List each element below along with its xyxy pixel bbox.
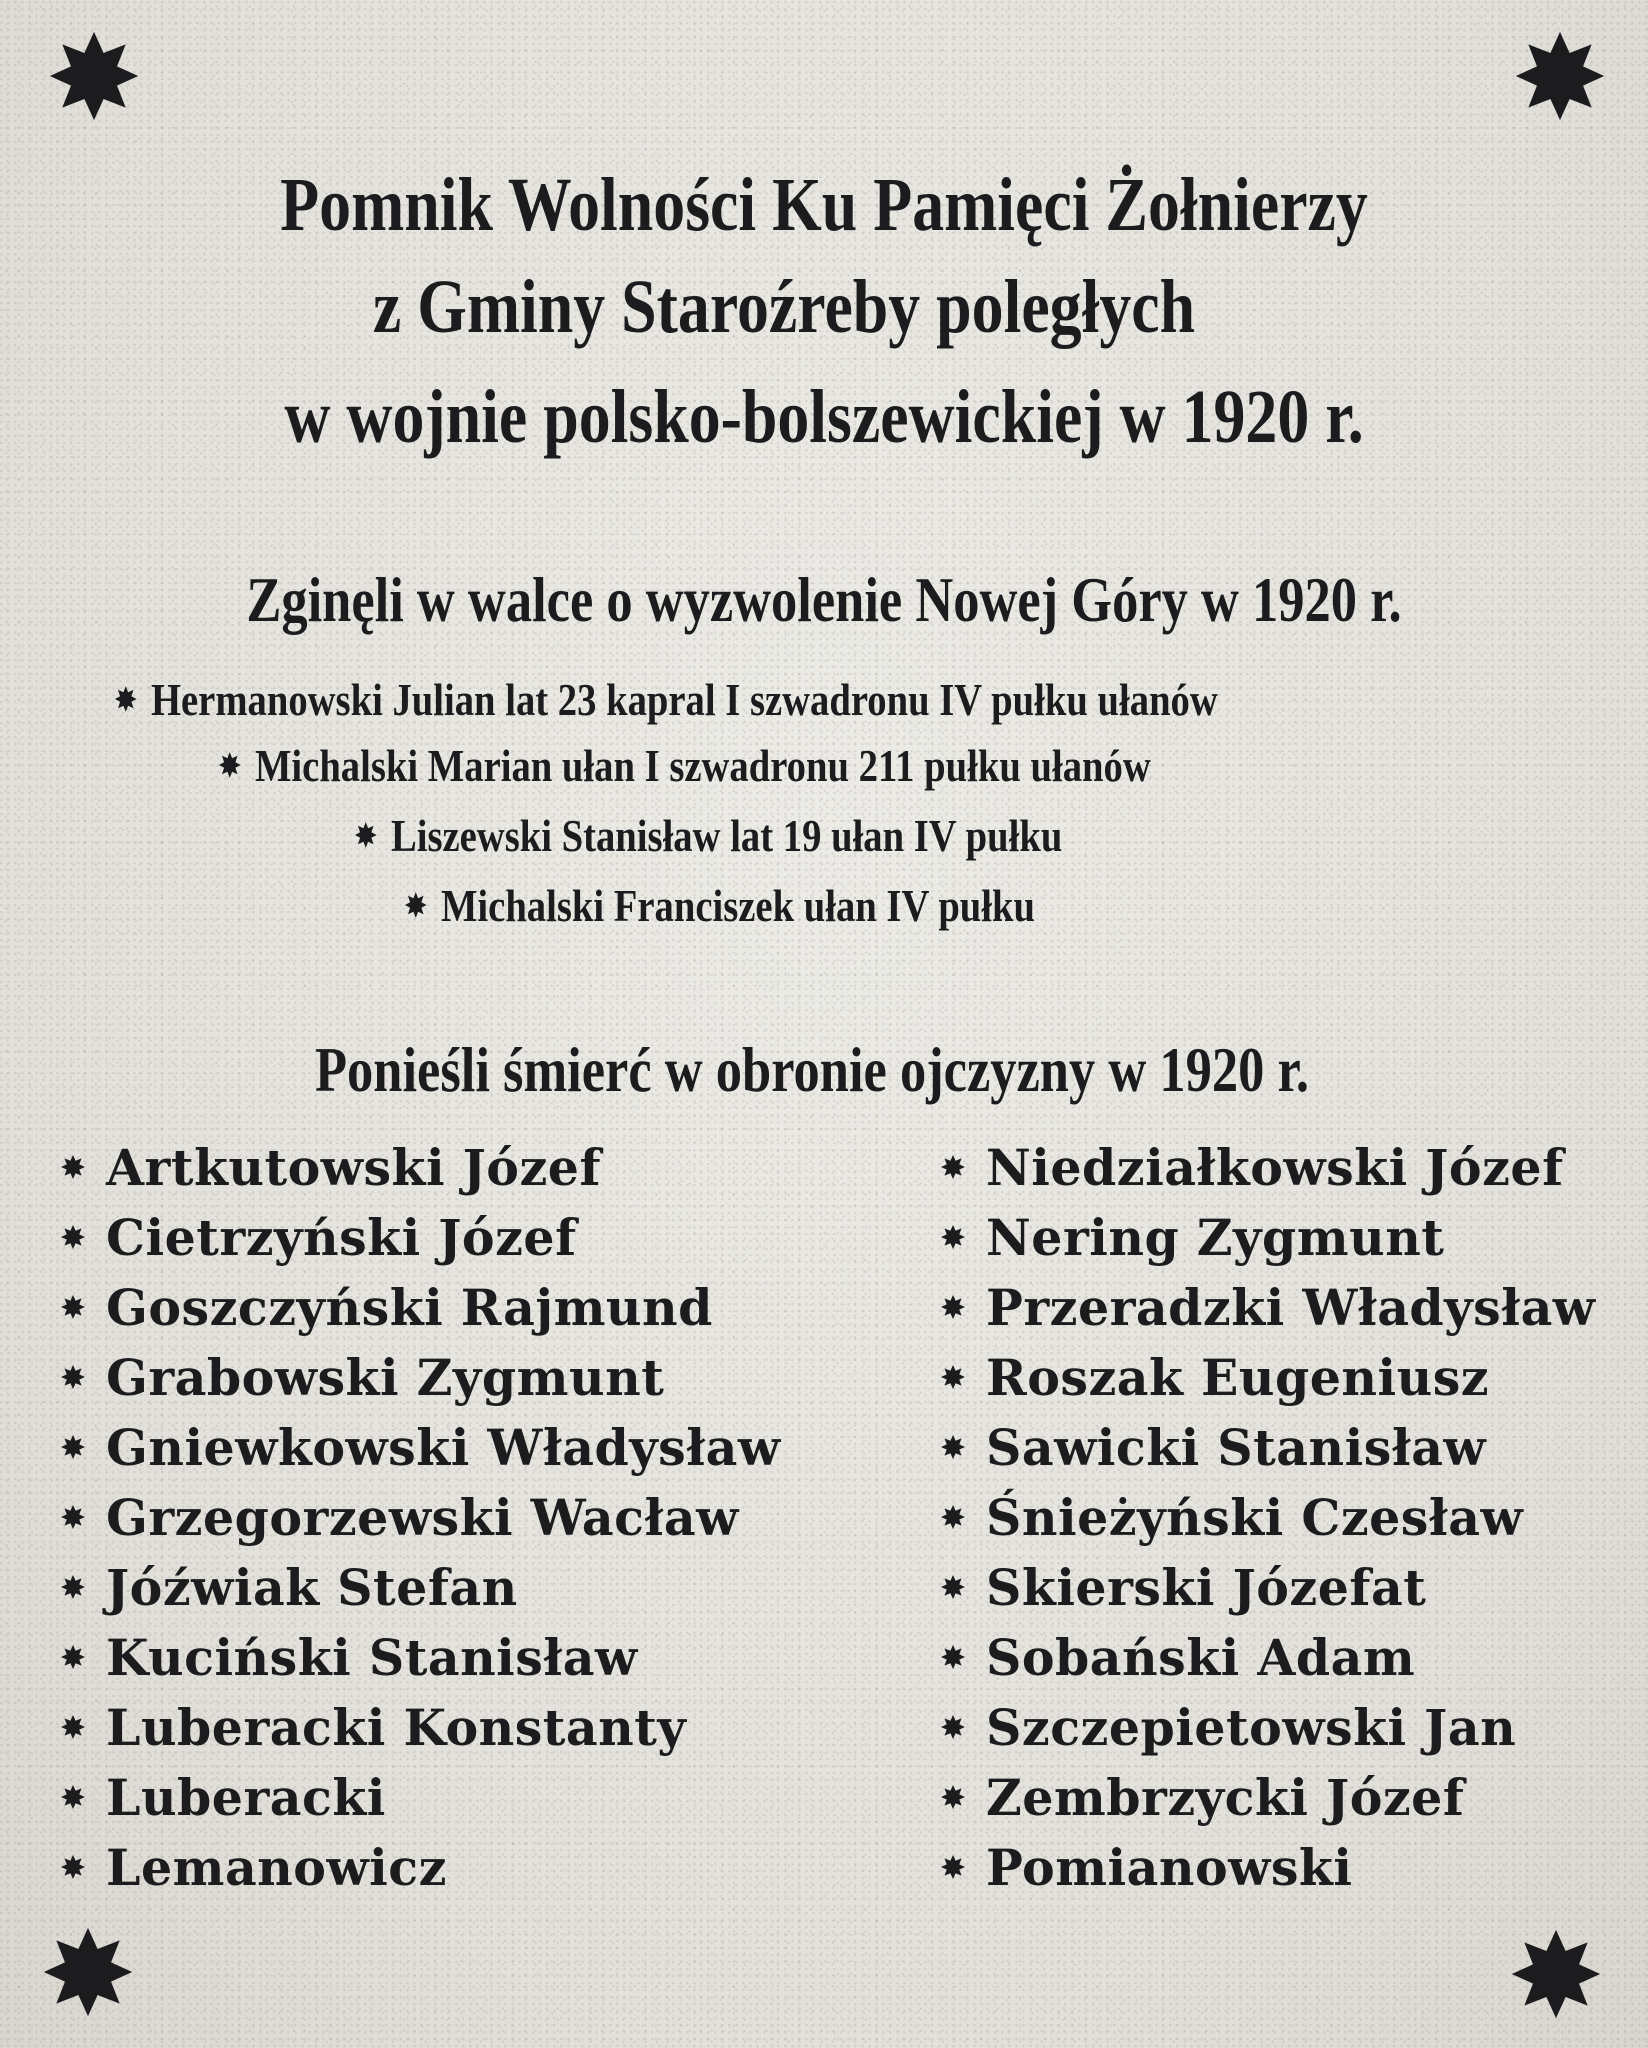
name-list-item <box>60 1832 820 1902</box>
soldier-name: Sawicki Stanisław <box>986 1417 1487 1477</box>
soldier-name: Grabowski Zygmunt <box>106 1347 665 1407</box>
name-list-item <box>60 1342 820 1412</box>
star-bullet-icon <box>940 1364 966 1390</box>
name-list-item <box>940 1342 1648 1412</box>
soldier-name: Cietrzyński Józef <box>106 1207 577 1267</box>
star-bullet-icon <box>404 891 428 919</box>
star-bullet-icon <box>940 1644 966 1670</box>
fallen-entry-text: Liszewski Stanisław lat 19 ułan IV pułku <box>390 810 1063 861</box>
star-bullet-icon <box>60 1714 86 1740</box>
fallen-entry-text: Michalski Marian ułan I szwadronu 211 pułku ułanów <box>254 740 1151 791</box>
fallen-entry-text: Hermanowski Julian lat 23 kapral I szwadronu IV pułku ułanów <box>150 674 1218 725</box>
star-bullet-icon <box>60 1294 86 1320</box>
name-list-item <box>940 1622 1648 1692</box>
soldier-name: Pomianowski <box>986 1837 1353 1897</box>
soldier-name: Przeradzki Władysław <box>986 1277 1596 1337</box>
name-list-item <box>940 1272 1648 1342</box>
star-bullet-icon <box>60 1504 86 1530</box>
soldier-name: Kuciński Stanisław <box>106 1627 638 1687</box>
soldier-name: Niedziałkowski Józef <box>986 1137 1564 1197</box>
soldier-name: Grzegorzewski Wacław <box>106 1487 739 1547</box>
plaque-title-line: z Gminy Staroźreby poległych <box>372 265 1196 349</box>
name-list-item <box>940 1412 1648 1482</box>
soldier-name: Nering Zygmunt <box>986 1207 1445 1267</box>
star-bullet-icon <box>114 685 138 713</box>
name-list-item <box>940 1132 1648 1202</box>
ojczyzna-heading: Ponieśli śmierć w obronie ojczyzny w 1920 r. <box>314 1034 1310 1105</box>
name-list-item <box>60 1272 820 1342</box>
corner-star-icon <box>40 1924 136 2020</box>
star-bullet-icon <box>354 821 378 849</box>
star-bullet-icon <box>940 1224 966 1250</box>
names-right-column <box>940 1132 1648 1902</box>
star-bullet-icon <box>940 1434 966 1460</box>
name-list-item <box>60 1132 820 1202</box>
star-bullet-icon <box>60 1784 86 1810</box>
names-left-column <box>60 1132 820 1902</box>
fallen-entry <box>404 876 1035 936</box>
fallen-entry-text: Michalski Franciszek ułan IV pułku <box>440 880 1036 931</box>
name-list-item <box>940 1832 1648 1902</box>
soldier-name: Roszak Eugeniusz <box>986 1347 1490 1407</box>
name-list-item <box>940 1762 1648 1832</box>
soldier-name: Artkutowski Józef <box>106 1137 602 1197</box>
star-bullet-icon <box>940 1504 966 1530</box>
star-bullet-icon <box>60 1154 86 1180</box>
name-list-item <box>940 1692 1648 1762</box>
corner-star-icon <box>46 28 142 124</box>
name-list-item <box>940 1482 1648 1552</box>
soldier-name: Jóźwiak Stefan <box>106 1557 518 1617</box>
soldier-name: Luberacki <box>106 1767 386 1827</box>
star-bullet-icon <box>60 1224 86 1250</box>
soldier-name: Goszczyński Rajmund <box>106 1277 713 1337</box>
soldier-name: Śnieżyński Czesław <box>986 1487 1524 1547</box>
star-bullet-icon <box>940 1784 966 1810</box>
plaque-title-line: Pomnik Wolności Ku Pamięci Żołnierzy <box>280 163 1368 247</box>
star-bullet-icon <box>60 1644 86 1670</box>
star-bullet-icon <box>940 1574 966 1600</box>
name-list-item <box>60 1482 820 1552</box>
star-bullet-icon <box>940 1154 966 1180</box>
name-list-item <box>60 1622 820 1692</box>
soldier-name: Szczepietowski Jan <box>986 1697 1517 1757</box>
corner-star-icon <box>1512 28 1608 124</box>
star-bullet-icon <box>940 1294 966 1320</box>
name-list-item <box>60 1552 820 1622</box>
name-list-item <box>60 1762 820 1832</box>
star-bullet-icon <box>60 1434 86 1460</box>
star-bullet-icon <box>60 1574 86 1600</box>
name-list-item <box>940 1202 1648 1272</box>
star-bullet-icon <box>940 1854 966 1880</box>
fallen-entry <box>354 806 1062 866</box>
soldier-name: Lemanowicz <box>106 1837 447 1897</box>
plaque-title-line: w wojnie polsko-bolszewickiej w 1920 r. <box>284 375 1364 459</box>
soldier-name: Zembrzycki Józef <box>986 1767 1465 1827</box>
name-list-item <box>60 1692 820 1762</box>
soldier-name: Luberacki Konstanty <box>106 1697 687 1757</box>
name-list-item <box>60 1412 820 1482</box>
fallen-entry <box>114 670 1218 730</box>
star-bullet-icon <box>60 1364 86 1390</box>
soldier-name: Gniewkowski Władysław <box>106 1417 781 1477</box>
corner-star-icon <box>1508 1926 1604 2022</box>
fallen-entry <box>218 736 1151 796</box>
soldier-name: Sobański Adam <box>986 1627 1416 1687</box>
name-list-item <box>940 1552 1648 1622</box>
star-bullet-icon <box>218 751 242 779</box>
star-bullet-icon <box>940 1714 966 1740</box>
name-list-item <box>60 1202 820 1272</box>
nowa-gora-heading: Zginęli w walce o wyzwolenie Nowej Góry w 1920 r. <box>246 564 1402 635</box>
star-bullet-icon <box>60 1854 86 1880</box>
soldier-name: Skierski Józefat <box>986 1557 1427 1617</box>
